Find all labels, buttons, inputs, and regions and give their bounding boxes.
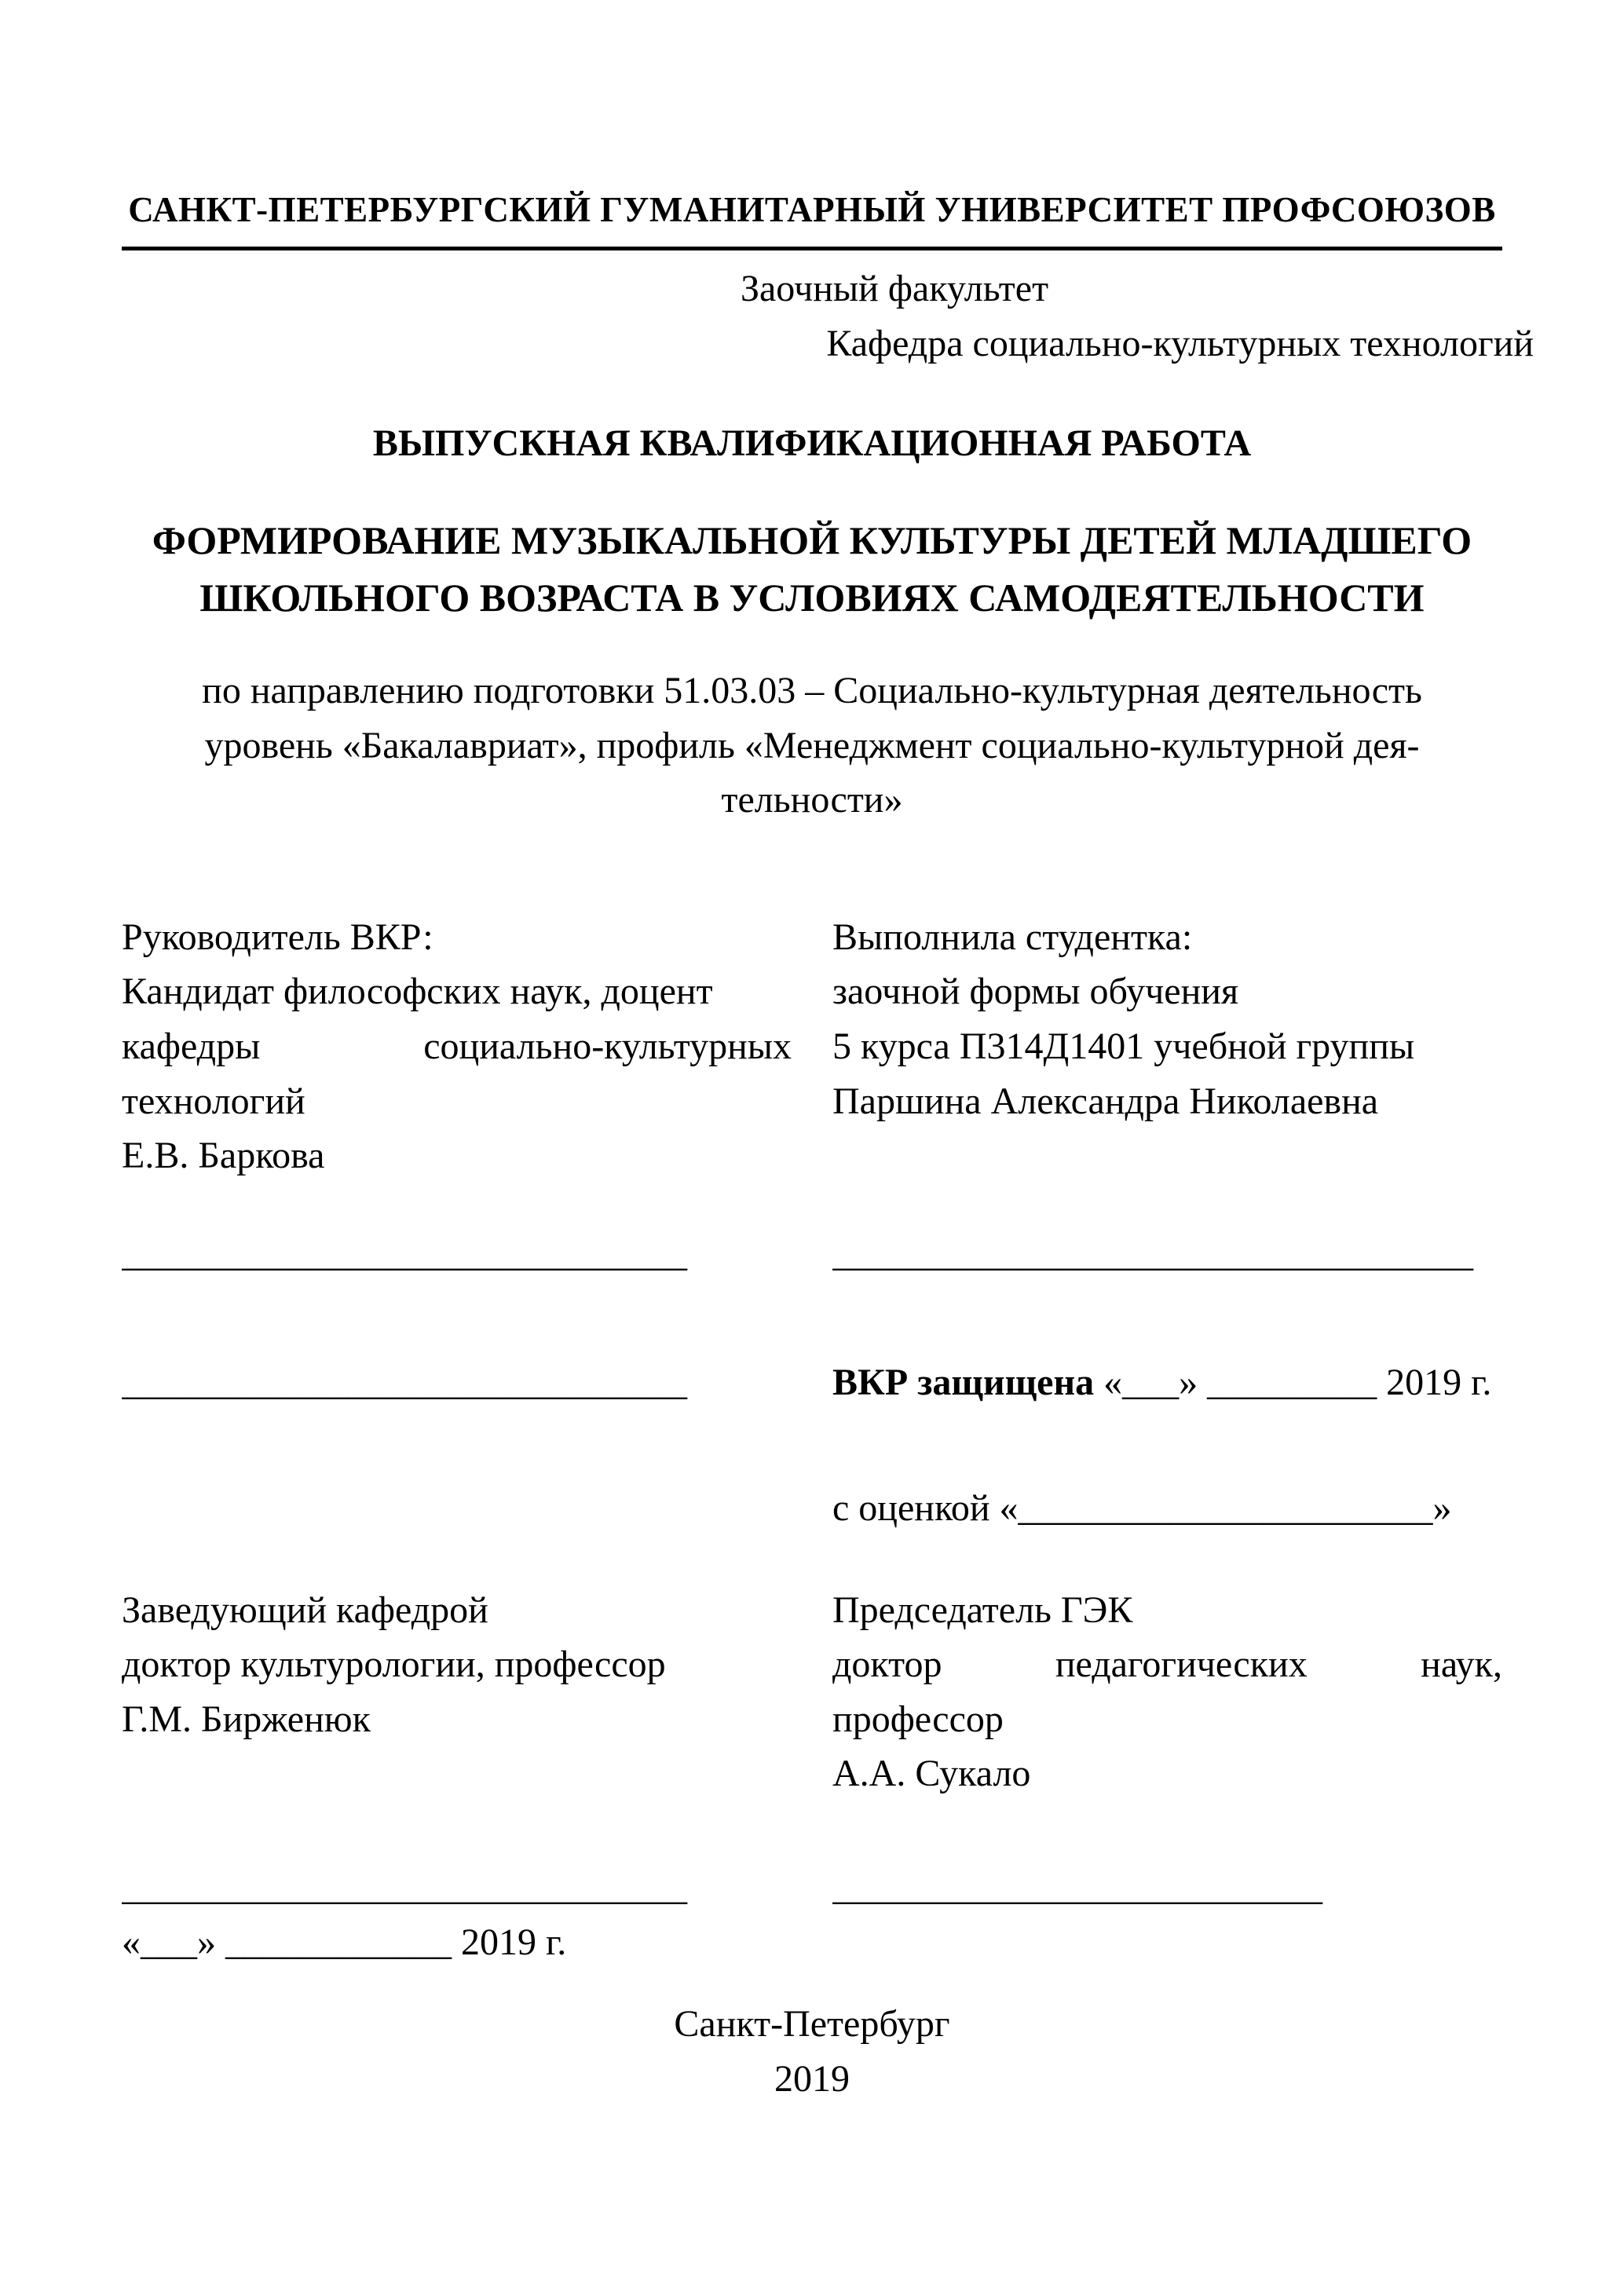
program-line-3: тельности» [721, 779, 903, 821]
advisor-degree-line-3: технологий [122, 1080, 305, 1122]
student-name: Паршина Александра Николаевна [832, 1080, 1379, 1122]
head-date-line: «___» ____________ 2019 г. [122, 1921, 567, 1963]
thesis-title-line-2: ШКОЛЬНОГО ВОЗРАСТА В УСЛОВИЯХ САМОДЕЯТЕЛЬНОСТИ [199, 575, 1425, 620]
signature-row-3 [122, 1860, 1502, 1969]
student-signature-line: __________________________________ [832, 1232, 1473, 1274]
signature-row-1 [122, 1227, 1502, 1281]
program-line-1: по направлению подготовки 51.03.03 – Социально-культурная деятельность [202, 670, 1422, 712]
head-role: Заведующий кафедрой [122, 1589, 488, 1631]
head-name: Г.М. Бирженюк [122, 1698, 371, 1740]
defense-bold-label: ВКР защищена [832, 1362, 1095, 1404]
advisor-role: Руководитель ВКР: [122, 916, 433, 958]
head-signature-area [122, 1860, 792, 1969]
defense-left-signature-line: ______________________________ [122, 1362, 687, 1404]
program-info [122, 664, 1502, 828]
grade-row [122, 1481, 1502, 1536]
student-block [832, 910, 1502, 1183]
chair-signature-line: __________________________ [832, 1866, 1322, 1908]
defense-date-line [832, 1355, 1502, 1410]
signatories-top-section [122, 910, 1502, 1183]
signatories-bottom-section [122, 1583, 1502, 1801]
student-role: Выполнила студентка: [832, 916, 1193, 958]
defense-date-blanks: «___» _________ 2019 г. [1103, 1362, 1492, 1404]
year: 2019 [774, 2057, 850, 2100]
advisor-block [122, 910, 792, 1183]
committee-chair-block [832, 1583, 1502, 1801]
footer [122, 1997, 1502, 2106]
grade-row-spacer [122, 1481, 792, 1536]
advisor-degree-line-1: Кандидат философских наук, доцент [122, 971, 713, 1013]
head-signature-line: ______________________________ [122, 1866, 687, 1908]
advisor-degree-line-2: кафедры социально-культурных [122, 1026, 792, 1067]
advisor-signature-line: ______________________________ [122, 1232, 687, 1274]
department-name: Кафедра социально-культурных технологий [826, 322, 1534, 364]
advisor-name: Е.В. Баркова [122, 1135, 325, 1177]
chair-signature-area [832, 1860, 1502, 1969]
thesis-title [122, 512, 1502, 626]
head-degree-line: доктор культурологии, профессор [122, 1643, 666, 1686]
head-of-department-block [122, 1583, 792, 1801]
thesis-title-line-1: ФОРМИРОВАНИЕ МУЗЫКАЛЬНОЙ КУЛЬТУРЫ ДЕТЕЙ МЛАДШЕГО [152, 518, 1472, 563]
city: Санкт-Петербург [674, 2003, 950, 2046]
student-line-1: заочной формы обучения [832, 971, 1239, 1013]
program-line-2: уровень «Бакалавриат», профиль «Менеджмент социально-культурной дея- [204, 724, 1420, 766]
student-line-2: 5 курса П314Д1401 учебной группы [832, 1026, 1415, 1067]
grade-line: с оценкой «______________________» [832, 1486, 1452, 1529]
chair-name: А.А. Сукало [832, 1753, 1031, 1795]
signature-row-2 [122, 1355, 1502, 1410]
work-type-heading: ВЫПУСКНАЯ КВАЛИФИКАЦИОННАЯ РАБОТА [372, 422, 1252, 465]
chair-degree-line-1: доктор педагогических наук, [832, 1643, 1502, 1686]
chair-degree-line-2: профессор [832, 1698, 1004, 1740]
university-name: САНКТ-ПЕТЕРБУРГСКИЙ ГУМАНИТАРНЫЙ УНИВЕРСИТЕТ ПРОФСОЮЗОВ [122, 185, 1502, 250]
chair-role: Председатель ГЭК [832, 1589, 1133, 1631]
faculty-name: Заочный факультет [740, 268, 1049, 310]
